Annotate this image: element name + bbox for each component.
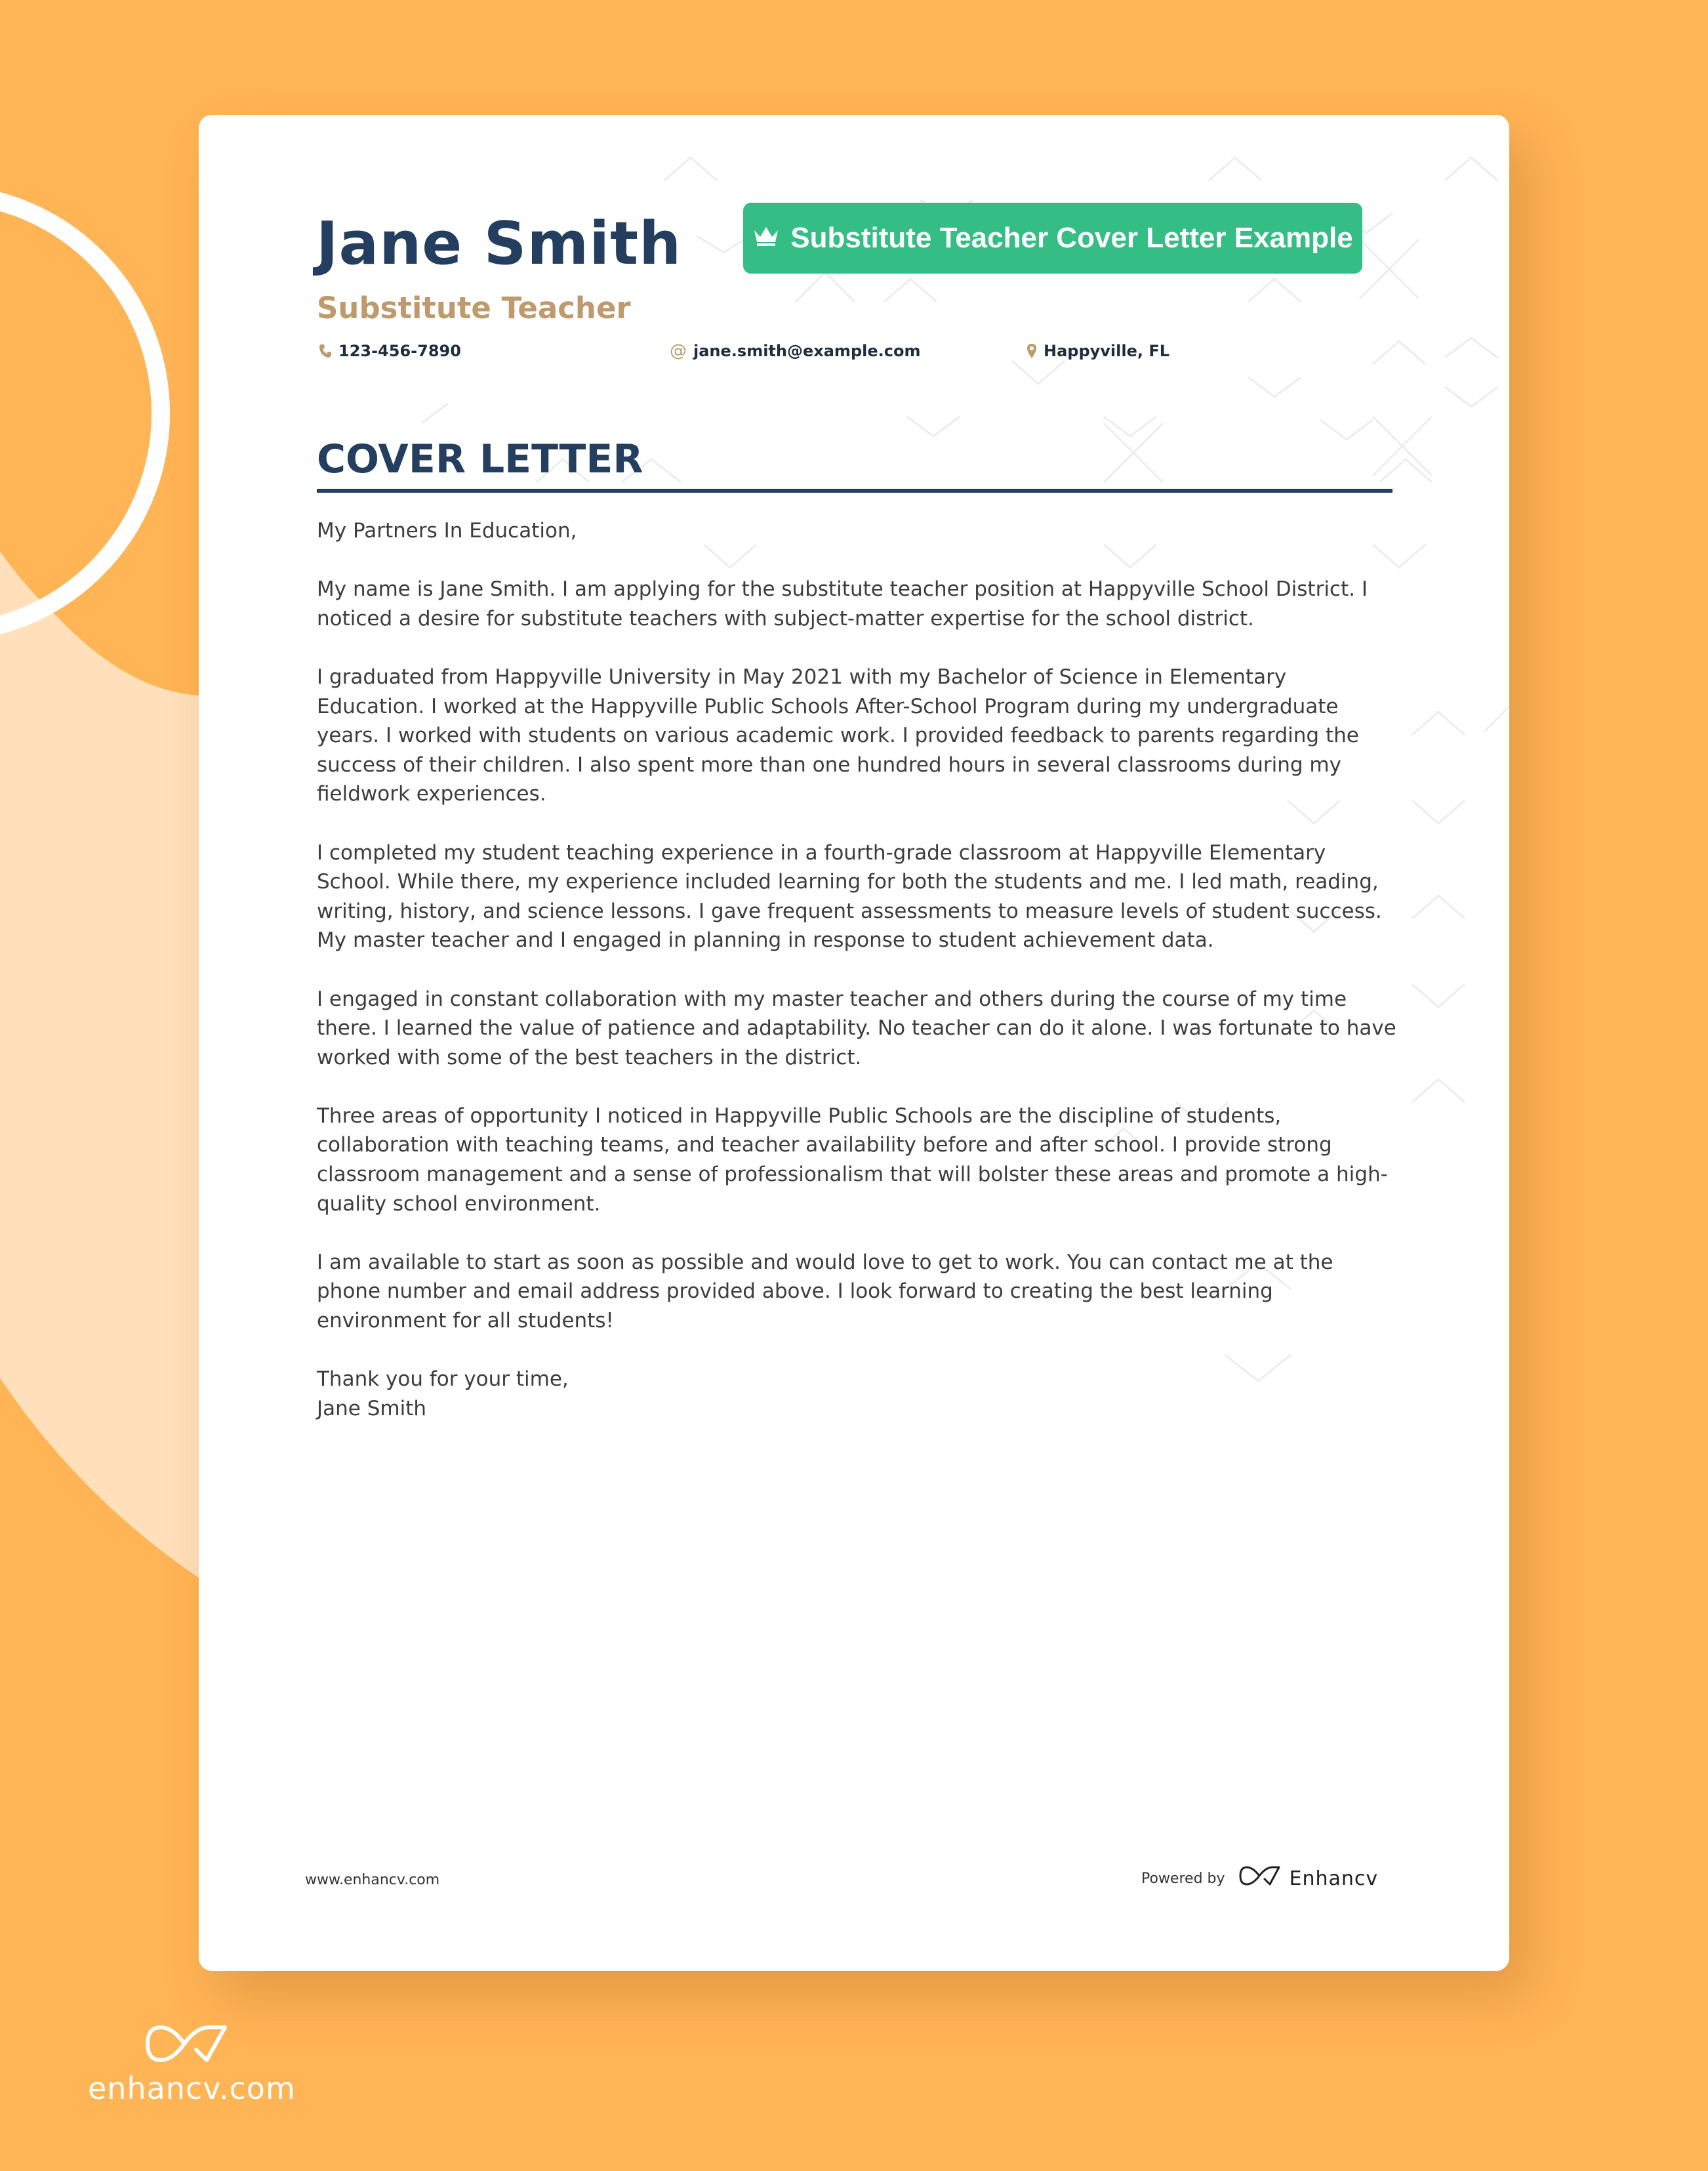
corner-brand <box>88 2022 296 2106</box>
enhancv-logo-icon <box>1238 1865 1282 1892</box>
location-text: Happyville, FL <box>1044 342 1170 360</box>
letter-signature: Jane Smith <box>317 1396 427 1420</box>
section-title: COVER LETTER <box>317 436 643 482</box>
letter-paragraph: My name is Jane Smith. I am applying for the substitute teacher position at Happyville School District. I noticed a desire for substitute teachers with subject-matter expertise for the school district. <box>317 577 1368 631</box>
location-pin-icon <box>1027 343 1037 359</box>
contact-location <box>1027 338 1169 364</box>
powered-by-label: Powered by <box>1141 1870 1225 1887</box>
letter-paragraph: Three areas of opportunity I noticed in Happyville Public Schools are the discipline of students, collaboration with teaching teams, and teacher availability before and after school. I provide strong classroom management and a sense of professionalism that will bolster these areas and promote a high-quality school environment. <box>317 1104 1388 1216</box>
footer-url[interactable]: www.enhancv.com <box>305 1872 440 1888</box>
contact-phone <box>319 338 461 364</box>
letter-paragraph: I completed my student teaching experience in a fourth-grade classroom at Happyville Elementary School. While there, my experience included learning for both the students and me. I led math, reading, writing, history, and science lessons. I gave frequent assessments to measure levels of student success. My master teacher and I engaged in planning in response to student achievement data. <box>317 840 1382 953</box>
letter-paragraph: I engaged in constant collaboration with my master teacher and others during the course of my time there. I learned the value of patience and adaptability. No teacher can do it alone. I was fortunate to have worked with some of the best teachers in the district. <box>317 987 1396 1069</box>
badge-label: Substitute Teacher Cover Letter Example <box>790 222 1353 254</box>
applicant-role: Substitute Teacher <box>317 291 631 325</box>
corner-url: enhancv.com <box>88 2071 296 2106</box>
brand-name: Enhancv <box>1289 1867 1379 1890</box>
phone-icon <box>319 344 332 358</box>
letter-paragraph: I graduated from Happyville University in May 2021 with my Bachelor of Science in Elementary Education. I worked at the Happyville Public Schools After-School Program during my undergraduate years. I worked with students on various academic work. I provided feedback to parents regarding the success of their children. I also spent more than one hundred hours in several classrooms during my fieldwork experiences. <box>317 665 1359 806</box>
contact-email <box>670 338 920 364</box>
section-divider <box>317 489 1393 493</box>
example-badge <box>743 203 1362 274</box>
cover-letter-sheet <box>199 115 1509 1971</box>
letter-body <box>317 516 1399 1423</box>
letter-greeting: My Partners In Education, <box>317 519 577 543</box>
letter-signoff: Thank you for your time, <box>317 1367 569 1392</box>
enhancv-logo-icon <box>144 2056 229 2068</box>
applicant-name: Jane Smith <box>316 209 682 278</box>
enhancv-brand[interactable] <box>1238 1865 1379 1892</box>
background-cream-arc <box>0 545 199 1578</box>
powered-by <box>1141 1860 1378 1897</box>
crown-icon <box>752 222 780 255</box>
letter-paragraph: I am available to start as soon as possible and would love to get to work. You can contact me at the phone number and email address provided above. I look forward to creating the best learning environment for all students! <box>317 1250 1333 1333</box>
email-text: jane.smith@example.com <box>693 342 921 360</box>
phone-text: 123-456-7890 <box>338 342 461 360</box>
at-icon: @ <box>670 341 687 361</box>
